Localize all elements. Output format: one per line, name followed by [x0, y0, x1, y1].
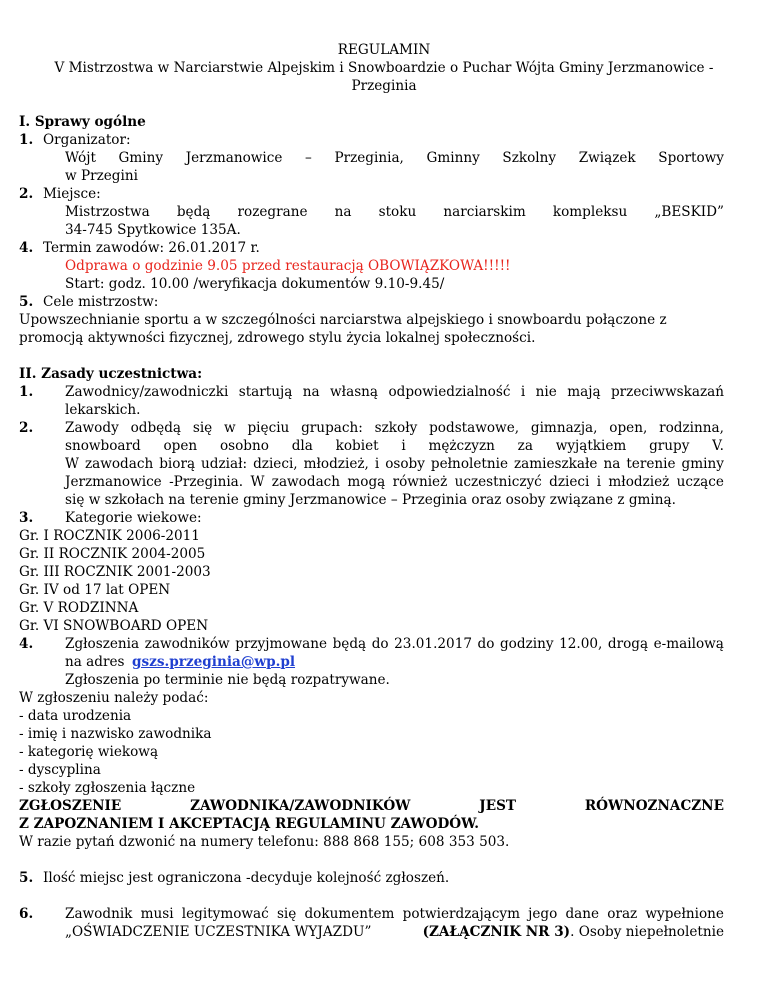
- organizer-word: Gminy: [118, 150, 164, 166]
- email-link[interactable]: gszs.przeginia@wp.pl: [132, 654, 296, 670]
- organizer-word: Sportowy: [658, 150, 724, 166]
- briefing-notice: Odprawa o godzinie 9.05 przed restauracją OBOWIĄZKOWA!!!!!: [65, 258, 511, 274]
- rule-4-word: do: [371, 636, 389, 652]
- rule-2-word: osoby: [385, 456, 425, 472]
- age-group: Gr. IV od 17 lat OPEN: [19, 582, 171, 598]
- rule-2-word: gminy: [681, 456, 724, 472]
- item-2-number: 2.: [19, 186, 34, 202]
- place-word: kompleksu: [552, 204, 628, 220]
- place-word: rozegrane: [237, 204, 308, 220]
- rule-2-word: uczestniczyć: [454, 474, 542, 490]
- organizer-word: Szkolny: [502, 150, 557, 166]
- rule-6-word: się: [276, 906, 297, 922]
- rule-2-word: szkoły: [374, 420, 418, 436]
- rule-2-word: rodzinna,: [659, 420, 724, 436]
- rule-2-word: wyjątkiem: [555, 438, 627, 454]
- rule-6-word: dokumentem: [304, 906, 395, 922]
- rule-2-word: terenie: [626, 456, 676, 472]
- participant-statement-title: „OŚWIADCZENIE UCZESTNIKA WYJAZDU”: [65, 924, 372, 940]
- age-group: Gr. III ROCZNIK 2001-2003: [19, 564, 211, 580]
- place-word: „BESKID”: [654, 204, 724, 220]
- rule-2-word: W: [65, 456, 79, 472]
- rule-6-word: potwierdzającym: [402, 906, 520, 922]
- entry-field: - imię i nazwisko zawodnika: [19, 726, 212, 742]
- rule-2-word: i: [596, 474, 602, 490]
- rule-2-word: open,: [609, 420, 648, 436]
- acceptance-statement-line-2: Z ZAPOZNANIEM I AKCEPTACJĄ REGULAMINU ZAWODÓW.: [19, 816, 480, 832]
- entry-field: - data urodzenia: [19, 708, 132, 724]
- acceptance-word: RÓWNOZNACZNE: [584, 798, 724, 814]
- rule-6-line-2-end: . Osoby niepełnoletnie: [570, 924, 724, 940]
- rule-2-word: dzieci,: [253, 456, 298, 472]
- rule-2-word: kobiet: [335, 438, 379, 454]
- rule-2-word: mogą: [347, 474, 386, 490]
- goals-text-1: Upowszechnianie sportu a w szczególności narciarstwa alpejskiego i snowboardu połączone z: [19, 312, 667, 328]
- rule-2-line-2: [65, 437, 724, 455]
- rule-6-word: wypełnione: [645, 906, 724, 922]
- place-line: [65, 203, 724, 221]
- rule-2-word: biorą: [159, 456, 196, 472]
- rule-2-word: udział:: [201, 456, 248, 472]
- rule-6-word: legitymować: [181, 906, 269, 922]
- rule-2-word: V.: [712, 438, 724, 454]
- entry-field: - dyscyplina: [19, 762, 101, 778]
- rule-1-word: Zawodnicy/zawodniczki: [65, 384, 229, 400]
- rule-2-word: gimnazja,: [530, 420, 598, 436]
- rule-2-word: mężczyzn: [428, 438, 495, 454]
- organizer-word: Jerzmanowice: [185, 150, 283, 166]
- rule-2-word: snowboard: [65, 438, 141, 454]
- rule-6-word: jego: [528, 906, 558, 922]
- rule-1-word: odpowiedzialność: [388, 384, 511, 400]
- item-5-number: 5.: [19, 294, 34, 310]
- rule-2-word: W: [250, 474, 265, 490]
- rule-1-word: nie: [535, 384, 557, 400]
- place-word: na: [334, 204, 352, 220]
- organizer-line: [65, 149, 724, 167]
- goals-label: Cele mistrzostw:: [43, 294, 159, 310]
- item-4-number: 4.: [19, 240, 34, 256]
- rule-2-word: zawodach: [84, 456, 154, 472]
- rule-2-word: zawodach: [271, 474, 341, 490]
- rule-2-number: 2.: [19, 420, 34, 436]
- entry-field: - szkoły zgłoszenia łączne: [19, 780, 196, 796]
- rule-2-line-end: się w szkołach na terenie gminy Jerzmanowice – Przeginia oraz osoby związane z gminą.: [65, 492, 676, 508]
- limited-places-note: Ilość miejsc jest ograniczona -decyduje kolejność zgłoszeń.: [43, 870, 450, 886]
- rule-2-line-3: [65, 455, 724, 473]
- age-group: Gr. VI SNOWBOARD OPEN: [19, 618, 209, 634]
- rule-6-line-1: [65, 905, 724, 923]
- rule-2-word: osobno: [219, 438, 269, 454]
- rule-4-word: drogą: [607, 636, 649, 652]
- doc-title: REGULAMIN: [337, 42, 431, 58]
- acceptance-statement-line-1: [19, 797, 724, 815]
- age-group: Gr. I ROCZNIK 2006-2011: [19, 528, 200, 544]
- rule-6-word: dane: [565, 906, 600, 922]
- rule-2-word: młodzież,: [303, 456, 369, 472]
- rule-2-line-4: [65, 473, 724, 491]
- rule-4-number: 4.: [19, 636, 34, 652]
- rule-4-word: 12.00,: [559, 636, 603, 652]
- rule-4-word: będą: [332, 636, 367, 652]
- rule-2-word: dzieci: [549, 474, 590, 490]
- rule-4-word: do: [477, 636, 495, 652]
- place-label: Miejsce:: [43, 186, 101, 202]
- rule-4-word: zawodników: [144, 636, 230, 652]
- organizer-word: –: [305, 150, 312, 166]
- organizer-word: Związek: [578, 150, 636, 166]
- organizer-word: Przeginia,: [334, 150, 404, 166]
- organizer-label: Organizator:: [43, 132, 131, 148]
- rule-2-word: również: [392, 474, 448, 490]
- rule-1-word: na: [302, 384, 320, 400]
- doc-subtitle-line-1: V Mistrzostwa w Narciarstwie Alpejskim i Snowboardzie o Puchar Wójta Gminy Jerzmanowice -: [54, 60, 714, 76]
- rule-6-word: musi: [140, 906, 174, 922]
- goals-text-2: promocją aktywności fizycznej, zdrowego stylu życia lokalnej społeczności.: [19, 330, 536, 346]
- acceptance-word: JEST: [479, 798, 517, 814]
- entry-fields-intro: W zgłoszeniu należy podać:: [19, 690, 209, 706]
- place-word: Mistrzostwa: [65, 204, 150, 220]
- section-2-heading: II. Zasady uczestnictwa:: [19, 366, 203, 382]
- rule-2-word: Jerzmanowice: [65, 474, 162, 490]
- rule-4-word: e-mailową: [653, 636, 724, 652]
- acceptance-word: ZGŁOSZENIE: [19, 798, 122, 814]
- contact-phones: W razie pytań dzwonić na numery telefonu: 888 868 155; 608 353 503.: [19, 834, 510, 850]
- start-time: Start: godz. 10.00 /weryfikacja dokumentów 9.10-9.45/: [65, 276, 445, 292]
- late-entries-note: Zgłoszenia po terminie nie będą rozpatrywane.: [65, 672, 390, 688]
- place-word: stoku: [378, 204, 417, 220]
- rule-4-word: Zgłoszenia: [65, 636, 140, 652]
- doc-subtitle-line-2: Przeginia: [351, 78, 417, 94]
- place-address: 34-745 Spytkowice 135A.: [65, 222, 241, 238]
- rule-2-word: dla: [291, 438, 313, 454]
- rule-3-number: 3.: [19, 510, 34, 526]
- place-word: narciarskim: [443, 204, 526, 220]
- rule-1-word: własną: [330, 384, 379, 400]
- rule-6-number: 6.: [19, 906, 34, 922]
- rule-6-word: oraz: [607, 906, 638, 922]
- rule-2-word: grupach:: [301, 420, 363, 436]
- rule-2-word: za: [517, 438, 533, 454]
- place-word: będą: [176, 204, 211, 220]
- rule-2-word: młodzież: [608, 474, 670, 490]
- rule-1-word: startują: [238, 384, 293, 400]
- rule-2-word: odbędą: [130, 420, 182, 436]
- item-1-number: 1.: [19, 132, 34, 148]
- rule-2-word: pięciu: [247, 420, 290, 436]
- rule-2-word: na: [603, 456, 621, 472]
- organizer-line-end: w Przegini: [65, 168, 138, 184]
- organizer-word: Wójt: [65, 150, 96, 166]
- entry-field: - kategorię wiekową: [19, 744, 159, 760]
- rule-1-line-end: lekarskich.: [65, 402, 141, 418]
- email-prefix: na adres: [65, 654, 125, 670]
- rule-4-word: godziny: [499, 636, 554, 652]
- rule-2-word: uczące: [676, 474, 724, 490]
- rule-2-word: Zawody: [65, 420, 119, 436]
- rule-2-word: pełnoletnie: [430, 456, 509, 472]
- rule-2-word: się: [192, 420, 213, 436]
- attachment-3-reference: (ZAŁĄCZNIK NR 3): [422, 924, 571, 940]
- section-1-heading: I. Sprawy ogólne: [19, 114, 146, 130]
- rule-2-word: i: [401, 438, 406, 454]
- event-date: Termin zawodów: 26.01.2017 r.: [43, 240, 260, 256]
- rule-2-word: podstawowe,: [429, 420, 520, 436]
- age-categories-label: Kategorie wiekowe:: [65, 510, 202, 526]
- organizer-word: Gminny: [426, 150, 480, 166]
- rule-1-word: i: [520, 384, 526, 400]
- age-group: Gr. II ROCZNIK 2004-2005: [19, 546, 206, 562]
- rule-6-word: Zawodnik: [65, 906, 133, 922]
- rule-1-word: mają: [567, 384, 601, 400]
- rule-2-word: -Przeginia.: [169, 474, 244, 490]
- rule-4-line-1: [65, 635, 724, 653]
- acceptance-word: ZAWODNIKA/ZAWODNIKÓW: [190, 798, 411, 814]
- rule-2-word: i: [374, 456, 380, 472]
- rule-1-line-1: [65, 383, 724, 401]
- rule-5-number: 5.: [19, 870, 34, 886]
- age-group: Gr. V RODZINNA: [19, 600, 139, 616]
- rule-1-word: przeciwwskazań: [610, 384, 724, 400]
- rule-4-word: 23.01.2017: [394, 636, 472, 652]
- rule-1-number: 1.: [19, 384, 34, 400]
- rule-4-word: przyjmowane: [235, 636, 328, 652]
- rule-2-word: zamieszkałe: [514, 456, 598, 472]
- rule-2-word: w: [224, 420, 236, 436]
- rule-2-line-1: [65, 419, 724, 437]
- rule-6-line-2: [65, 923, 724, 941]
- rule-2-word: grupy: [649, 438, 690, 454]
- rule-2-word: open: [163, 438, 198, 454]
